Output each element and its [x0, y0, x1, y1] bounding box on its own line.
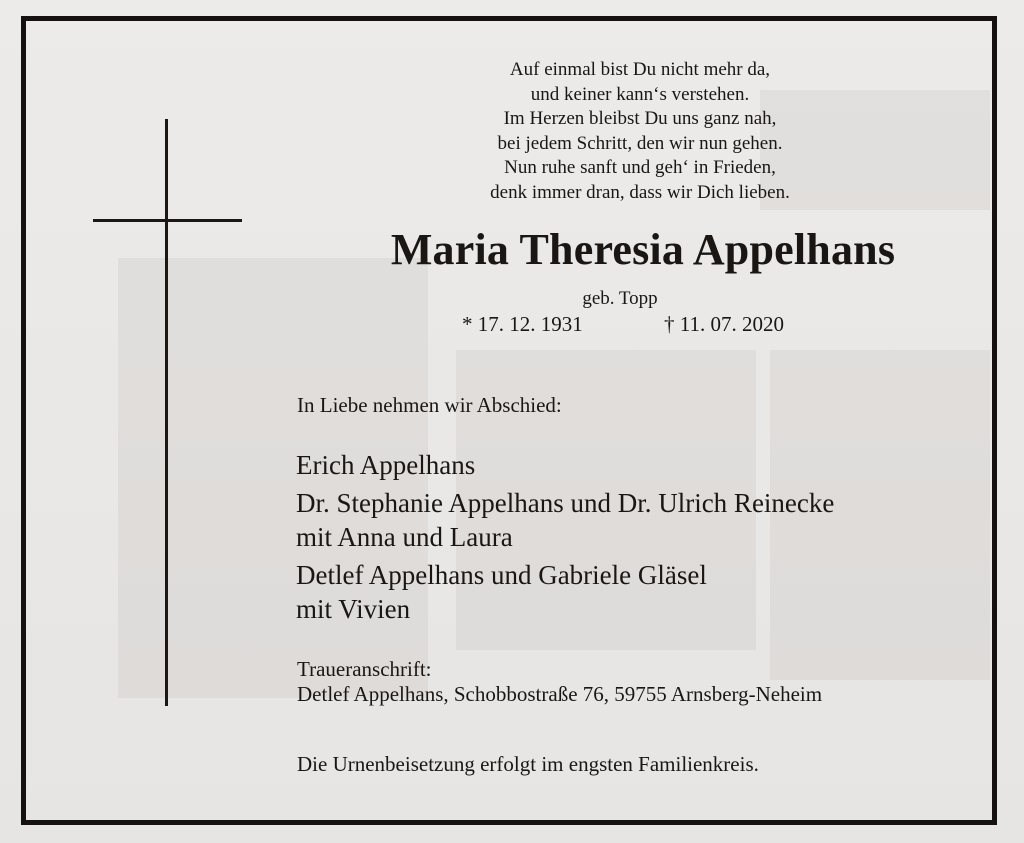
poem-line: Nun ruhe sanft und geh‘ in Frieden,	[504, 157, 776, 179]
farewell-intro: In Liebe nehmen wir Abschied:	[297, 393, 562, 417]
mourner-line: Dr. Stephanie Appelhans und Dr. Ulrich Reinecke	[296, 488, 835, 518]
death-date: † 11. 07. 2020	[664, 312, 784, 336]
cross-horizontal-bar	[93, 219, 242, 222]
mourner-line: Detlef Appelhans und Gabriele Gläsel	[296, 560, 707, 590]
poem-line: und keiner kann‘s verstehen.	[530, 83, 750, 105]
deceased-name: Maria Theresia Appelhans	[390, 225, 896, 274]
mourner-line: Erich Appelhans	[296, 450, 476, 480]
mourners-list	[296, 448, 834, 630]
poem-line: Auf einmal bist Du nicht mehr da,	[509, 59, 771, 80]
mourning-address: Detlef Appelhans, Schobbostraße 76, 59755 Arnsberg-Neheim	[297, 682, 823, 706]
poem-line: bei jedem Schritt, den wir nun gehen.	[497, 132, 783, 154]
mourning-address-label: Traueranschrift:	[297, 657, 432, 681]
mourner-group	[296, 486, 834, 554]
funeral-note: Die Urnenbeisetzung erfolgt im engsten Familienkreis.	[297, 752, 759, 776]
birth-name: geb. Topp	[582, 288, 658, 309]
mourner-line: mit Vivien	[296, 594, 411, 624]
poem-line: denk immer dran, dass wir Dich lieben.	[490, 181, 790, 203]
poem-line: Im Herzen bleibst Du uns ganz nah,	[503, 108, 777, 130]
cross-vertical-bar	[165, 119, 168, 706]
memorial-poem	[430, 58, 850, 206]
birth-date: * 17. 12. 1931	[462, 312, 583, 336]
mourner-group	[296, 448, 834, 482]
mourner-group	[296, 558, 834, 626]
mourner-line: mit Anna und Laura	[296, 522, 513, 552]
